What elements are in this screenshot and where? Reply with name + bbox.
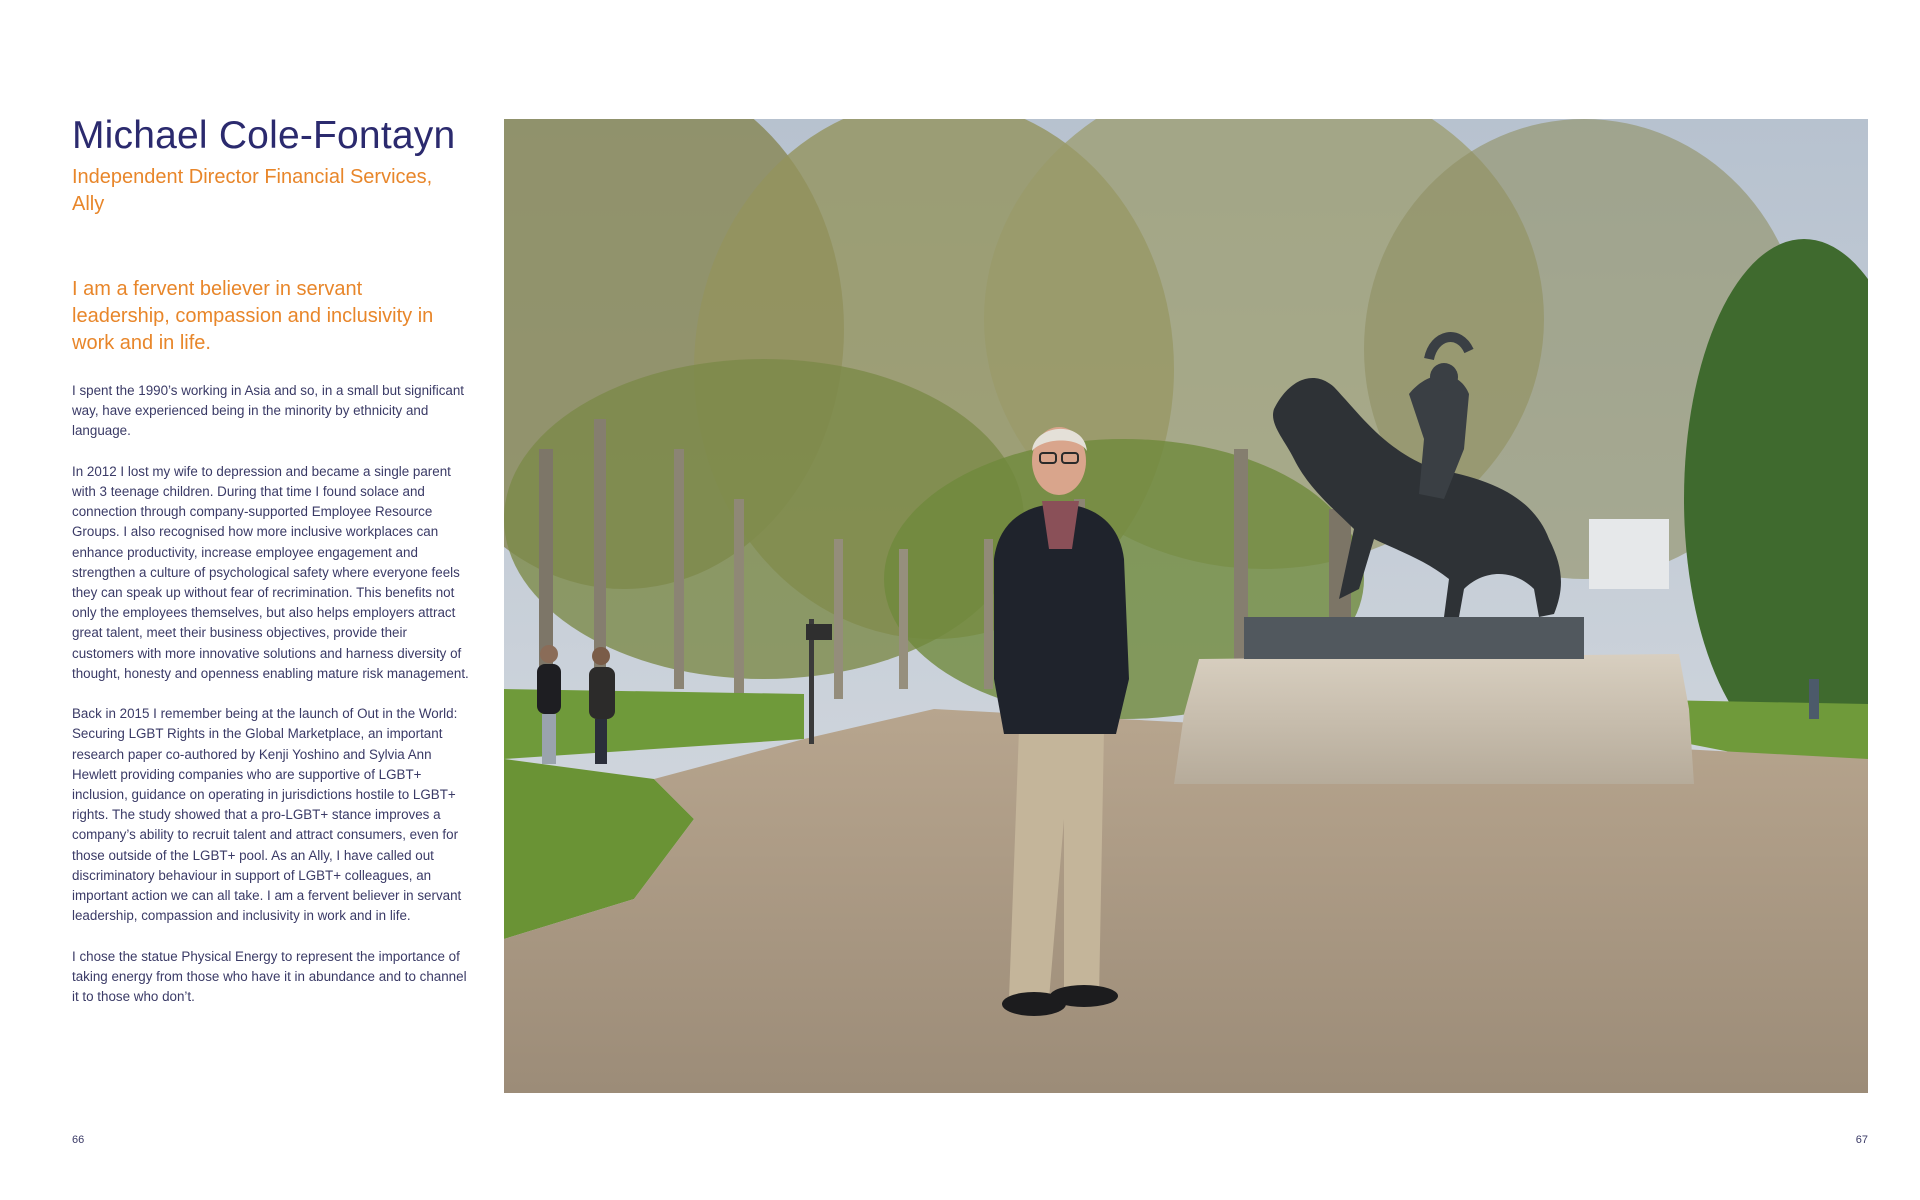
person-role: Independent Director Financial Services, Ally	[72, 166, 433, 215]
body-paragraph: Back in 2015 I remember being at the launch of Out in the World: Securing LGBT Rights in the Global Marketplace, an important research paper co-authored by Kenji Yoshino and Sylvia Ann Hewlett providing companies who are supportive of LGBT+ inclusion, guidance on operating in jurisdictions hostile to LGBT+ rights. The study showed that a pro-LGBT+ stance improves a company’s ability to recruit talent and attract consumers, even for those outside of the LGBT+ pool. As an Ally, I have called out discriminatory behaviour in support of LGBT+ colleagues, an important action we can all take. I am a fervent believer in servant leadership, compassion and inclusivity in work and in life.	[72, 706, 462, 924]
portrait-photo	[504, 119, 1868, 1093]
body-paragraph: In 2012 I lost my wife to depression and became a single parent with 3 teenage children. During that time I found solace and connection through company-supported Employee Resource Groups. I also recognised how more inclusive workplaces can enhance productivity, increase employee engagement and strengthen a culture of psychological safety where everyone feels they can speak up without fear of recrimination. This benefits not only the employees themselves, but also helps employers attract great talent, meet their business objectives, provide their customers with more innovative solutions and harness diversity of thought, honesty and openness enabling mature risk management.	[72, 463, 469, 681]
photo-background	[504, 119, 1868, 1093]
body-paragraph: I chose the statue Physical Energy to represent the importance of taking energy from those who have it in abundance and to channel it to those who don’t.	[72, 948, 467, 1005]
text-column	[72, 114, 472, 1027]
body-text	[72, 381, 472, 1007]
page-number-right: 67	[1855, 1134, 1868, 1146]
page-number-left: 66	[72, 1134, 85, 1146]
body-paragraph: I spent the 1990’s working in Asia and so, in a small but significant way, have experienced being in the minority by ethnicity and language.	[72, 383, 465, 439]
pull-quote: I am a fervent believer in servant leadership, compassion and inclusivity in work and in life.	[72, 278, 434, 354]
person-name: Michael Cole-Fontayn	[72, 114, 456, 157]
